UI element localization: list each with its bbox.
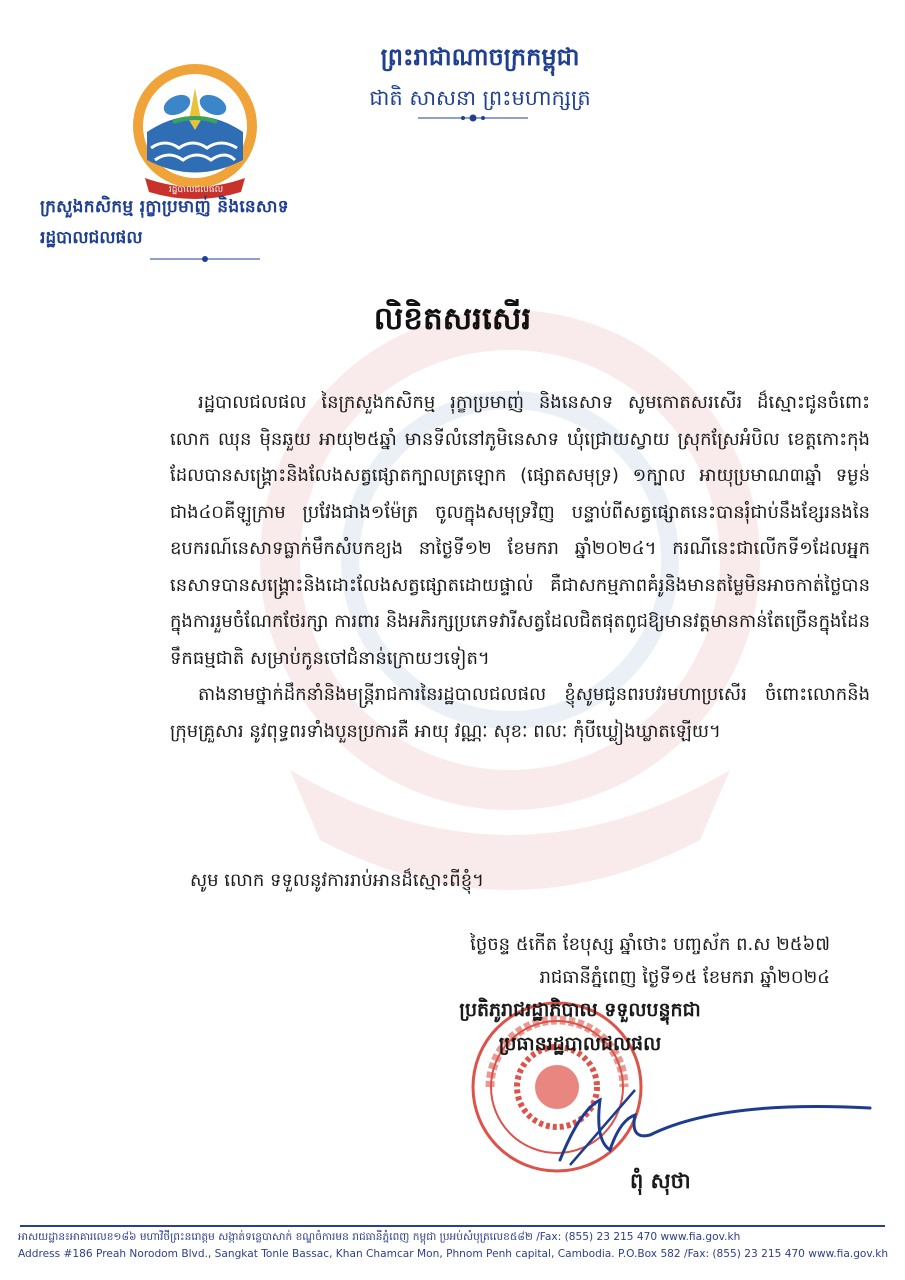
- logo-banner-text: រដ្ឋបាលជលផល: [168, 185, 224, 195]
- kingdom-motto: ជាតិ សាសនា ព្រះមហាក្សត្រ: [369, 86, 591, 110]
- signatory-title-line2: ប្រធានរដ្ឋបាលជលផល: [498, 1033, 662, 1055]
- body-paragraph: រដ្ឋបាលជលផល នៃក្រសួងកសិកម្ម រុក្ខាប្រមាញ់ និងនេសាទ សូមកោតសរសើរ ដ៏ស្មោះជូនចំពោះ លោក ឈុន ម៉ិនឆួយ អាយុ២៥ឆ្នាំ មានទីលំនៅភូមិនេសាទ ឃុំជ្រោយស្វាយ ស្រុកស្រែអំបិល ខេត្តកោះកុង ដែលបានសង្គ្រោះនិងលែងសត្វផ្សោតក្បាលត្រឡោក (ផ្សោតសមុទ្រ) ១ក្បាល អាយុប្រមាណ៣ឆ្នាំ ទម្ងន់ជាង៤០គីឡូក្រាម ប្រវែងជាង១ម៉ែត្រ ចូលក្នុងសមុទ្រវិញ បន្ទាប់ពីសត្វផ្សោតនេះបានរុំជាប់នឹងខ្សែរនងនៃឧបករណ៍នេសាទធ្លាក់មឹកសំបកខ្យង នាថ្ងៃទី១២ ខែមករា ឆ្នាំ២០២៤។ ករណីនេះជាលើកទី១ដែលអ្នកនេសាទបានសង្គ្រោះនិងដោះលែងសត្វផ្សោតដោយផ្ទាល់ គឺជាសកម្មភាពគំរូនិងមានតម្លៃមិនអាចកាត់ថ្លៃបានក្នុងការរួមចំណែកថែរក្សា ការពារ និងអភិរក្សប្រភេទវារីសត្វដែលជិតផុតពូជឱ្យមានវត្តមានកាន់តែច្រើនក្នុងដែនទឹកធម្មជាតិ សម្រាប់កូនចៅជំនាន់ក្រោយៗទៀត។: [170, 392, 870, 669]
- letter-title: លិខិតសរសើរ: [373, 301, 532, 337]
- ministry-name: ក្រសួងកសិកម្ម រុក្ខាប្រមាញ់ និងនេសាទ: [40, 197, 289, 217]
- kingdom-title: ព្រះរាជាណាចក្រកម្ពុជា: [380, 43, 580, 71]
- ornament-divider-icon: [150, 254, 260, 264]
- handwritten-signature-icon: [540, 1080, 880, 1170]
- ministry-block: [40, 196, 370, 252]
- signatory-name: ពុំ សុថា: [630, 1169, 691, 1193]
- footer-address-english: Address #186 Preah Norodom Blvd., Sangkat Tonle Bassac, Khan Chamcar Mon, Phnom Penh capital, Cambodia. P.O.Box 582 /Fax: (855) 23 215 470 www.fia.gov.kh: [18, 1248, 888, 1260]
- ornament-divider-icon: [418, 112, 528, 124]
- kingdom-header: [330, 42, 630, 116]
- letter-body: [170, 385, 870, 750]
- closing-line: សូម លោក ទទួលនូវការរាប់អានដ៏ស្មោះពីខ្ញុំ។: [190, 870, 485, 891]
- fia-logo-icon: [125, 60, 265, 200]
- date-block: [340, 928, 830, 994]
- body-paragraph: តាងនាមថ្នាក់ដឹកនាំនិងមន្ត្រីរាជការនៃរដ្ឋបាលជលផល ខ្ញុំសូមជូនពរបវរមហាប្រសើរ ចំពោះលោកនិងក្រុមគ្រួសារ នូវពុទ្ធពរទាំងបួនប្រការគឺ អាយុ វណ្ណៈ សុខៈ ពលៈ កុំបីឃ្លៀងឃ្លាតឡើយ។: [170, 684, 870, 742]
- lunar-date: ថ្ងៃចន្ទ ៥កើត ខែបុស្ស ឆ្នាំថោះ បញ្ចស័ក ព.ស ២៥៦៧: [470, 934, 830, 955]
- footer-address: [18, 1229, 888, 1263]
- signatory-title: [360, 998, 800, 1060]
- signatory-title-line1: ប្រតិភូរាជរដ្ឋាភិបាល ទទួលបន្ទុកជា: [459, 999, 701, 1021]
- footer-address-khmer: អាសយដ្ឋាន៖អាគារលេខ១៨៦ មហាវិថីព្រះនរោត្តម សង្កាត់ទន្លេបាសាក់ ខណ្ឌចំការមន រាជធានីភ្នំពេញ កម្ពុជា ប្រអប់សំបុត្រលេខ៥៨២ /Fax: (855) 23 215 470 www.fia.gov.kh: [18, 1231, 741, 1243]
- footer-divider: [20, 1225, 885, 1227]
- solar-date: រាជធានីភ្នំពេញ ថ្ងៃទី១៥ ខែមករា ឆ្នាំ២០២៤: [539, 967, 830, 988]
- department-name: រដ្ឋបាលជលផល: [40, 228, 143, 248]
